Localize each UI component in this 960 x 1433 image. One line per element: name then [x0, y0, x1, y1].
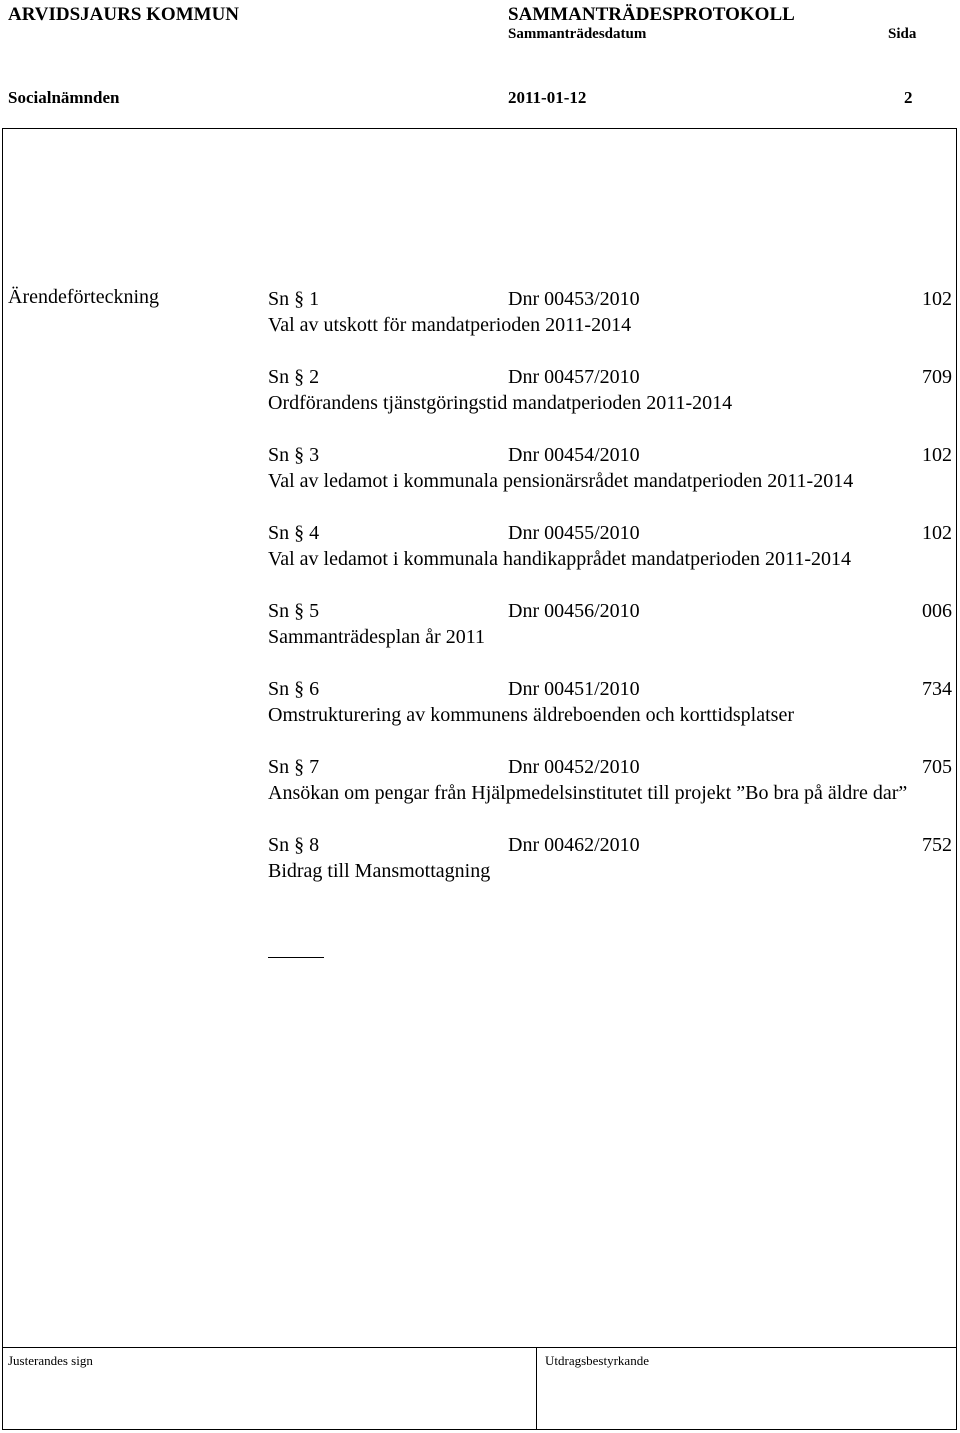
- case-title: Ordförandens tjänstgöringstid mandatperioden 2011-2014: [268, 392, 733, 414]
- case-title: Val av ledamot i kommunala handikapprådet mandatperioden 2011-2014: [268, 548, 851, 570]
- case-code: 102: [922, 444, 952, 466]
- case-title: Bidrag till Mansmottagning: [268, 860, 491, 882]
- case-title: Val av ledamot i kommunala pensionärsrådet mandatperioden 2011-2014: [268, 470, 854, 492]
- case-dnr: Dnr 00451/2010: [508, 678, 640, 700]
- case-title: Omstrukturering av kommunens äldreboenden och korttidsplatser: [268, 704, 794, 726]
- case-code: 752: [922, 834, 952, 856]
- case-code: 734: [922, 678, 952, 700]
- case-dnr: Dnr 00457/2010: [508, 366, 640, 388]
- case-paragraph: Sn § 7: [268, 756, 320, 778]
- case-dnr: Dnr 00462/2010: [508, 834, 640, 856]
- case-item: [268, 286, 954, 338]
- case-item: [268, 598, 954, 650]
- case-paragraph: Sn § 2: [268, 366, 320, 388]
- committee-name: Socialnämnden: [8, 88, 120, 107]
- case-code: 705: [922, 756, 952, 778]
- case-paragraph: Sn § 5: [268, 600, 320, 622]
- footer-column-divider: [536, 1347, 537, 1430]
- signature-label: Justerandes sign: [8, 1353, 93, 1368]
- case-title: Ansökan om pengar från Hjälpmedelsinstitutet till projekt ”Bo bra på äldre dar”: [268, 782, 908, 804]
- section-label: Ärendeförteckning: [8, 286, 160, 308]
- end-of-list-rule: [268, 957, 324, 958]
- case-dnr: Dnr 00452/2010: [508, 756, 640, 778]
- case-title: Sammanträdesplan år 2011: [268, 626, 485, 648]
- organization-name: ARVIDSJAURS KOMMUN: [8, 4, 240, 25]
- case-paragraph: Sn § 6: [268, 678, 320, 700]
- case-title: Val av utskott för mandatperioden 2011-2014: [268, 314, 632, 336]
- page-label: Sida: [888, 26, 917, 42]
- case-paragraph: Sn § 1: [268, 288, 320, 310]
- document-title: SAMMANTRÄDESPROTOKOLL: [508, 4, 795, 25]
- case-item: [268, 676, 954, 728]
- case-item: [268, 754, 954, 806]
- case-code: 709: [922, 366, 952, 388]
- case-paragraph: Sn § 4: [268, 522, 320, 544]
- footer-divider: [2, 1347, 957, 1348]
- certification-label: Utdragsbestyrkande: [545, 1353, 649, 1368]
- case-dnr: Dnr 00454/2010: [508, 444, 640, 466]
- case-dnr: Dnr 00455/2010: [508, 522, 640, 544]
- case-code: 102: [922, 288, 952, 310]
- case-item: [268, 520, 954, 572]
- case-code: 102: [922, 522, 952, 544]
- case-paragraph: Sn § 3: [268, 444, 320, 466]
- meeting-date-label: Sammanträdesdatum: [508, 26, 647, 42]
- case-item: [268, 832, 954, 884]
- case-code: 006: [922, 600, 952, 622]
- page-number: 2: [904, 88, 913, 107]
- case-paragraph: Sn § 8: [268, 834, 320, 856]
- case-dnr: Dnr 00456/2010: [508, 600, 640, 622]
- meeting-date: 2011-01-12: [508, 88, 587, 107]
- case-list: [268, 286, 954, 910]
- case-dnr: Dnr 00453/2010: [508, 288, 640, 310]
- case-item: [268, 442, 954, 494]
- case-item: [268, 364, 954, 416]
